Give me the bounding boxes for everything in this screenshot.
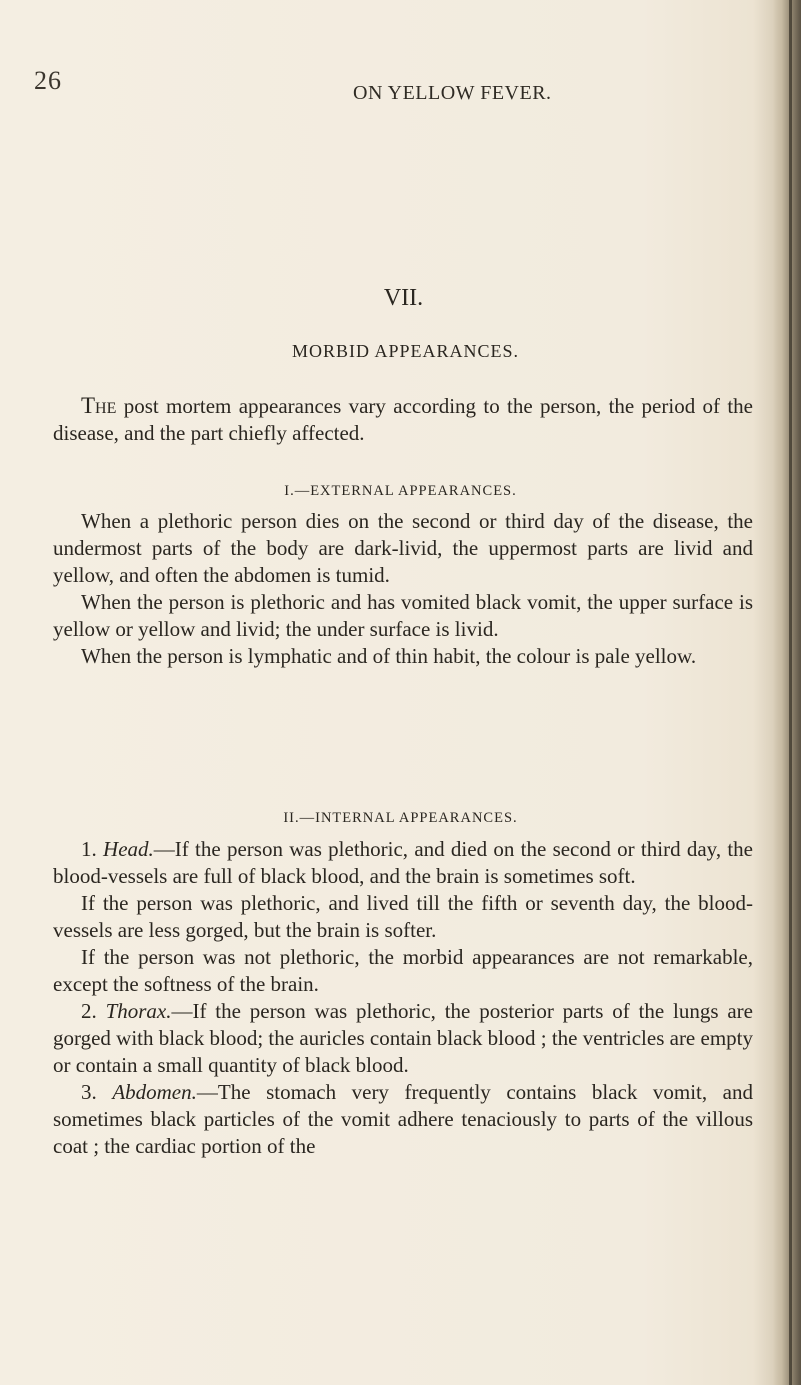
section-heading-external: I.—EXTERNAL APPEARANCES. — [284, 483, 517, 499]
external-appearances-block — [53, 508, 753, 670]
page-edge-shadow — [773, 0, 801, 1385]
external-paragraph-1: When a plethoric person dies on the second or third day of the disease, the undermost parts of the body are dark-livid, the uppermost parts are livid and yellow, and often the abdomen is tumid. — [53, 509, 753, 587]
chapter-number: VII. — [383, 285, 424, 311]
abdomen-label: Abdomen. — [112, 1080, 197, 1104]
internal-appearances-block — [53, 836, 753, 1160]
head-number: 1. — [81, 837, 97, 861]
page-number: 26 — [34, 66, 62, 95]
head-paragraph-3: If the person was not plethoric, the morbid appearances are not remarkable, except the softness of the brain. — [53, 945, 753, 996]
intro-paragraph — [53, 392, 753, 447]
section-heading-internal: II.—INTERNAL APPEARANCES. — [283, 810, 518, 826]
thorax-number: 2. — [81, 999, 97, 1023]
head-paragraph — [53, 836, 753, 890]
intro-paragraph-block — [53, 392, 753, 447]
external-paragraph-3: When the person is lymphatic and of thin habit, the colour is pale yellow. — [81, 644, 697, 668]
head-paragraph-2: If the person was plethoric, and lived till the fifth or seventh day, the blood-vessels are less gorged, but the brain is softer. — [53, 891, 753, 942]
abdomen-number: 3. — [81, 1080, 97, 1104]
intro-lead-word: The — [81, 393, 117, 418]
abdomen-paragraph — [53, 1079, 753, 1160]
chapter-title: MORBID APPEARANCES. — [291, 341, 520, 361]
abdomen-text: —The stomach very frequently contains black vomit, and sometimes black particles of the vomit adhere tenaciously to parts of the villous coat ; the cardiac portion of the — [53, 1080, 754, 1158]
head-label: Head. — [103, 837, 154, 861]
running-head: ON YELLOW FEVER. — [353, 82, 552, 104]
external-paragraph-2: When the person is plethoric and has vomited black vomit, the upper surface is yellow or yellow and livid; the under surface is livid. — [53, 590, 753, 641]
intro-text: post mortem appearances vary according to the person, the period of the disease, and the part chiefly affected. — [53, 394, 753, 445]
thorax-paragraph — [53, 998, 753, 1079]
thorax-text: —If the person was plethoric, the posterior parts of the lungs are gorged with black blood; the auricles contain black blood ; the ventricles are empty or contain a small quantity of black blood. — [53, 999, 753, 1077]
thorax-label: Thorax. — [105, 999, 172, 1023]
page-edge-binding — [789, 0, 792, 1385]
head-text: —If the person was plethoric, and died on the second or third day, the blood-vessels are full of black blood, and the brain is sometimes soft. — [53, 837, 754, 888]
